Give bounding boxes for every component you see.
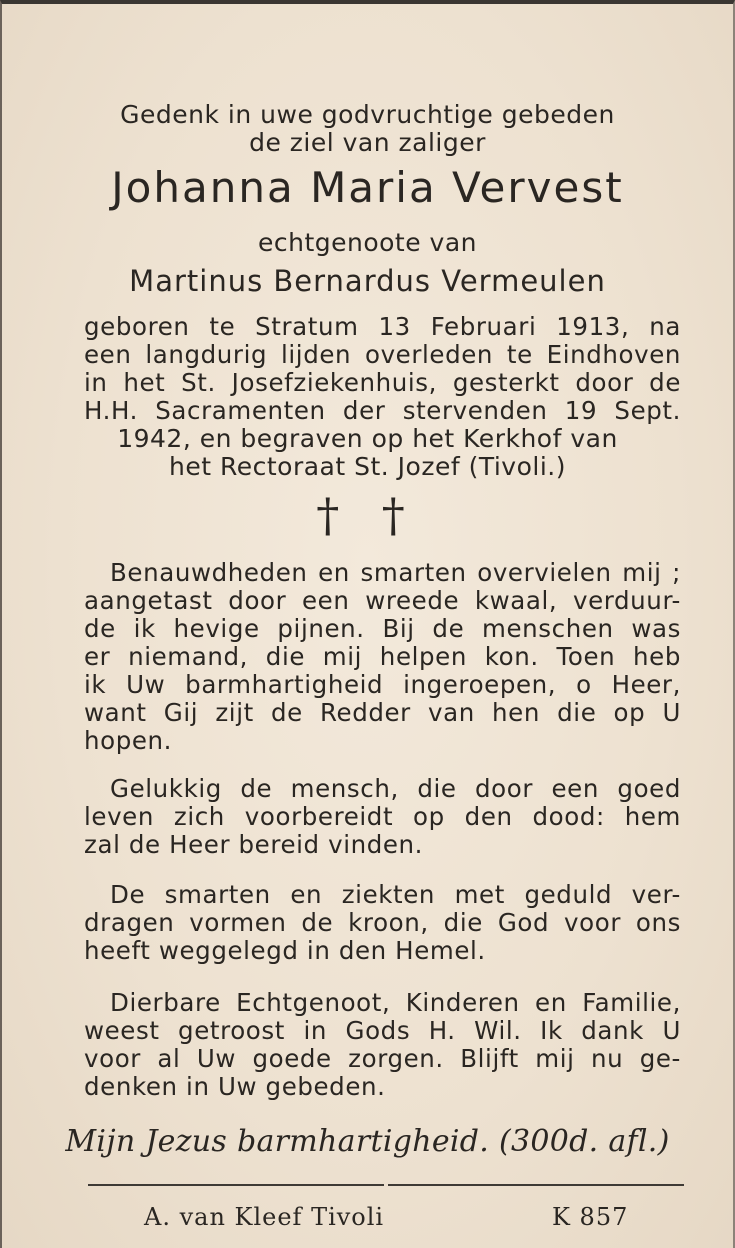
paragraph-3-line-1: De smarten en ziekten met geduld ver- bbox=[110, 880, 681, 909]
biography-line-4: H.H. Sacramenten der stervenden 19 Sept. bbox=[84, 396, 681, 425]
biography-line-2: een langdurig lijden overleden te Eindhoven bbox=[84, 340, 681, 369]
paragraph-1-line-7: hopen. bbox=[84, 726, 173, 755]
spouse-name: Martinus Bernardus Vermeulen bbox=[129, 264, 606, 298]
paragraph-2-line-3: zal de Heer bereid vinden. bbox=[84, 830, 424, 859]
header-line-1: Gedenk in uwe godvruchtige gebeden bbox=[120, 100, 615, 129]
deceased-name: Johanna Maria Vervest bbox=[111, 163, 624, 212]
paragraph-2-line-1: Gelukkig de mensch, die door een goed bbox=[110, 774, 681, 803]
paragraph-4-line-1: Dierbare Echtgenoot, Kinderen en Familie, bbox=[110, 988, 681, 1017]
paragraph-1-line-3: de ik hevige pijnen. Bij de menschen was bbox=[84, 614, 681, 643]
paragraph-3-line-3: heeft weggelegd in den Hemel. bbox=[84, 936, 486, 965]
footer-divider-right bbox=[388, 1184, 684, 1186]
paragraph-4-line-3: voor al Uw goede zorgen. Blijft mij nu ge- bbox=[84, 1044, 681, 1073]
paragraph-1-line-4: er niemand, die mij helpen kon. Toen heb bbox=[84, 642, 681, 671]
card-paper bbox=[2, 4, 733, 1248]
indulgence-prayer: Mijn Jezus barmhartigheid. (300d. afl.) bbox=[65, 1124, 670, 1159]
crosses-icon: † † bbox=[316, 488, 419, 542]
paragraph-1-line-2: aangetast door een wreede kwaal, verduur- bbox=[84, 586, 681, 615]
paragraph-1-line-5: ik Uw barmhartigheid ingeroepen, o Heer, bbox=[84, 670, 681, 699]
paragraph-2-line-2: leven zich voorbereidt op den dood: hem bbox=[84, 802, 681, 831]
paragraph-1-line-1: Benauwdheden en smarten overvielen mij ; bbox=[110, 558, 681, 587]
biography-line-5: 1942, en begraven op het Kerkhof van bbox=[117, 424, 618, 453]
biography-line-1: geboren te Stratum 13 Februari 1913, na bbox=[84, 312, 681, 341]
printer-name: A. van Kleef Tivoli bbox=[144, 1203, 385, 1231]
biography-line-6: het Rectoraat St. Jozef (Tivoli.) bbox=[169, 452, 566, 481]
paragraph-3-line-2: dragen vormen de kroon, die God voor ons bbox=[84, 908, 681, 937]
relation-text: echtgenoote van bbox=[257, 228, 478, 257]
card-code: K 857 bbox=[552, 1203, 629, 1231]
paragraph-4-line-2: weest getroost in Gods H. Wil. Ik dank U bbox=[84, 1016, 681, 1045]
header-line-2: de ziel van zaliger bbox=[249, 128, 486, 157]
paragraph-1-line-6: want Gij zijt de Redder van hen die op U bbox=[84, 698, 681, 727]
footer-divider-left bbox=[88, 1184, 384, 1186]
paragraph-4-line-4: denken in Uw gebeden. bbox=[84, 1072, 386, 1101]
biography-line-3: in het St. Josefziekenhuis, gesterkt door de bbox=[84, 368, 681, 397]
